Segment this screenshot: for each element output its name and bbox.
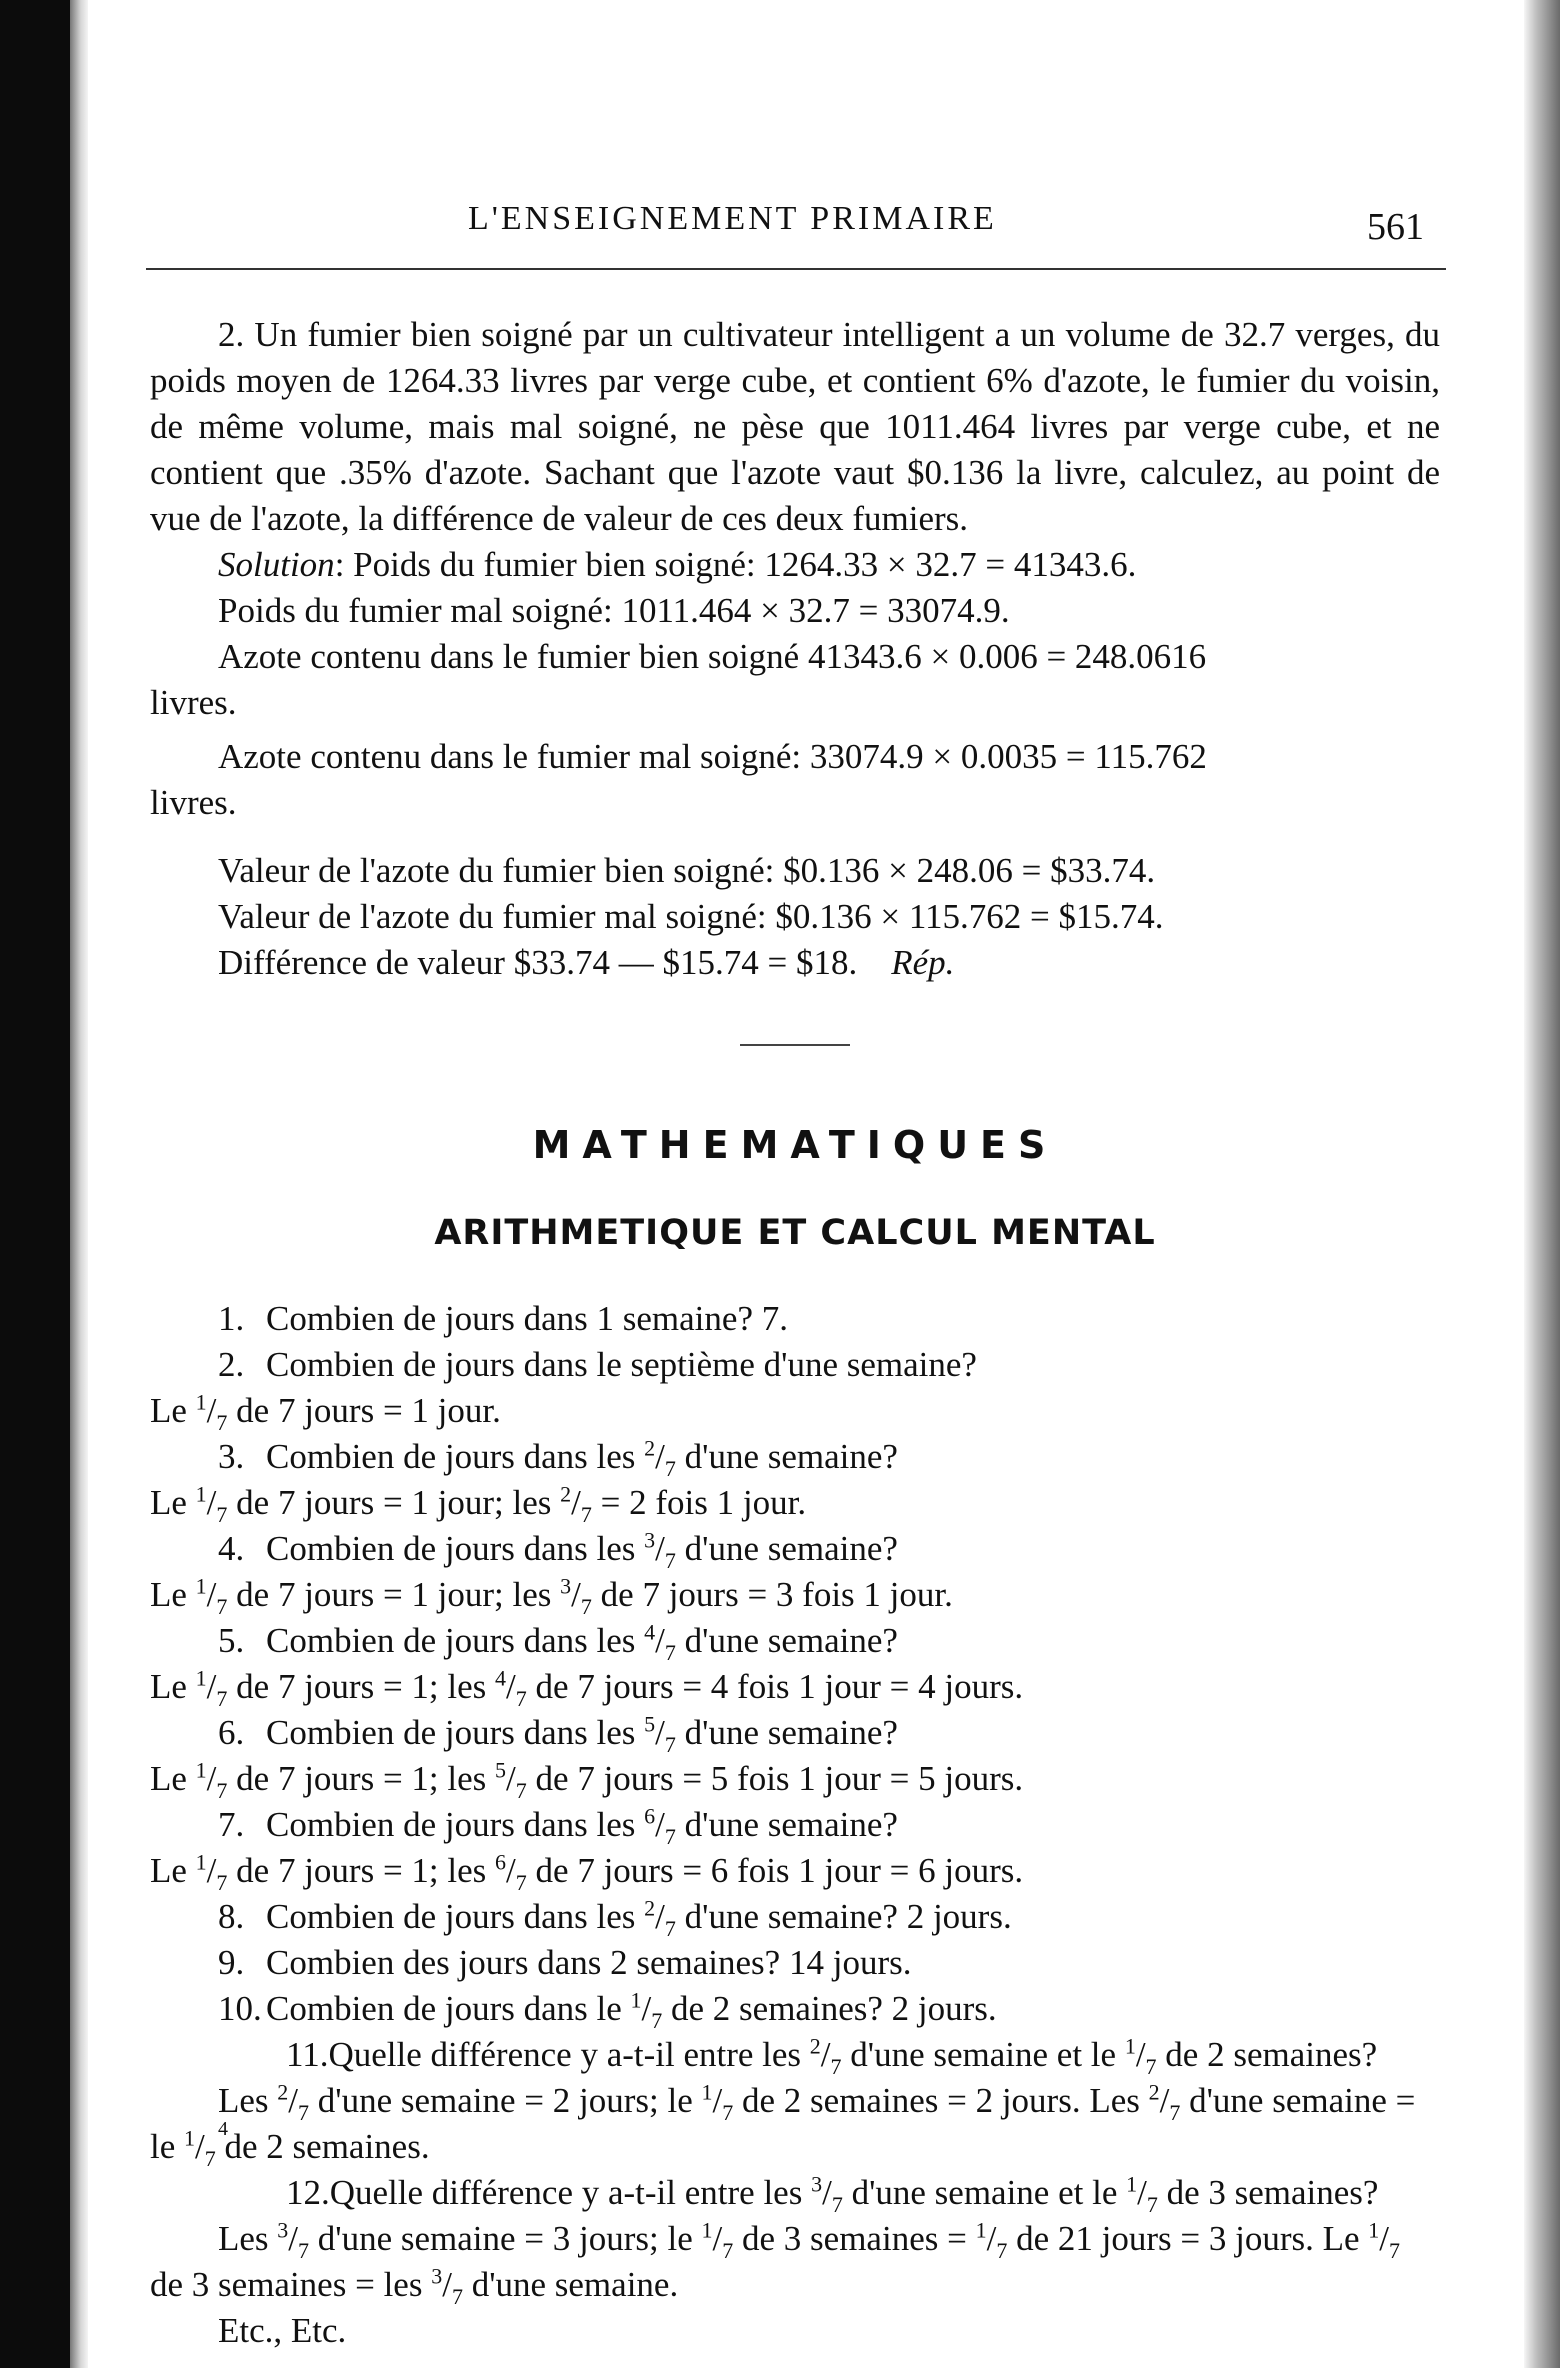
question-12: 12.Quelle différence y a-t-il entre les $^3/_7$ d'une semaine et le $^1/_7$ de 3 semaines? <box>286 2171 1379 2217</box>
question-9: 9. Combien des jours dans 2 semaines? 14 jours. <box>218 1943 912 1982</box>
question-6: 6. Combien de jours dans les $^5/_7$ d'une semaine? <box>218 1711 898 1757</box>
answer-3: Le $^1/_7$ de 7 jours = 1 jour; les $^2/_7 = 2$ fois 1 jour. <box>150 1481 807 1527</box>
solution-line-1: Solution: Poids du fumier bien soigné: 1264.33 × 32.7 = 41343.6. <box>218 545 1137 584</box>
question-8: 8. Combien de jours dans les $^2/_7$ d'une semaine? 2 jours. <box>218 1895 1012 1941</box>
question-5: 5. Combien de jours dans les $^4/_7$ d'une semaine? <box>218 1619 898 1665</box>
book-spine-shadow <box>0 0 70 2368</box>
etc-line: Etc., Etc. <box>218 2311 347 2350</box>
solution-line-4-unit: livres. <box>150 783 237 822</box>
answer-4: Le $^1/_7$ de 7 jours = 1 jour; les $^3/_7$ de 7 jours = 3 fois 1 jour. <box>150 1573 953 1619</box>
answer-7: Le $^1/_7$ de 7 jours = 1; les $^6/_7$ de 7 jours = 6 fois 1 jour = 6 jours. <box>150 1849 1024 1895</box>
problem-number: 2. <box>218 315 245 354</box>
page-content <box>150 312 1440 2354</box>
solution-line-7: Différence de valeur $33.74 — $15.74 = $18. Rép. <box>218 943 955 982</box>
answer-1: 7. <box>761 1299 788 1338</box>
solution-line-6: Valeur de l'azote du fumier mal soigné: $0.136 × 115.762 = $15.74. <box>218 897 1164 936</box>
section-subtitle: ARITHMETIQUE ET CALCUL MENTAL <box>434 1213 1156 1253</box>
solution-line-3-unit: livres. <box>150 683 237 722</box>
question-3: 3. Combien de jours dans les $^2/_7$ d'une semaine? <box>218 1435 898 1481</box>
signature-mark: 4 <box>218 2118 228 2140</box>
question-10: 10. Combien de jours dans le $^1/_7$ de 2 semaines? 2 jours. <box>218 1987 997 2033</box>
answer-12: Les $^3/_7$ d'une semaine = 3 jours; le $^1/_7$ de 3 semaines = $^1/_7$ de 21 jours = 3 jours. Le $^1/_7$ de 3 semaines = les $^3/_7$ d'une semaine. <box>150 2217 1400 2309</box>
question-4: 4. Combien de jours dans les $^3/_7$ d'une semaine? <box>218 1527 898 1573</box>
question-2: 2. Combien de jours dans le septième d'une semaine? <box>218 1345 977 1384</box>
answer-2: Le $^1/_7$ de 7 jours = 1 jour. <box>150 1389 501 1435</box>
answer-6: Le $^1/_7$ de 7 jours = 1; les $^5/_7$ de 7 jours = 5 fois 1 jour = 5 jours. <box>150 1757 1024 1803</box>
answer-mark: Rép. <box>891 943 955 982</box>
problem-statement <box>150 312 1440 542</box>
section-title: MATHEMATIQUES <box>532 1123 1058 1167</box>
answer-11: Les $^2/_7$ d'une semaine = 2 jours; le $^1/_7$ de 2 semaines = 2 jours. Les $^2/_7$ d'une semaine = le $^1/_7$ de 2 semaines. <box>150 2079 1416 2171</box>
solution-line-4: Azote contenu dans le fumier mal soigné: 33074.9 × 0.0035 = 115.762 <box>218 737 1207 776</box>
question-11: 11.Quelle différence y a-t-il entre les $^2/_7$ d'une semaine et le $^1/_7$ de 2 semaines? <box>286 2033 1378 2079</box>
solution-line-3: Azote contenu dans le fumier bien soigné 41343.6 × 0.006 = 248.0616 <box>218 637 1207 676</box>
book-page <box>88 0 1524 2368</box>
problem-text: Un fumier bien soigné par un cultivateur intelligent a un volume de 32.7 verges, du poids moyen de 1264.33 livres par verge cube, et contient 6% d'azote, le fumier du voisin, de même volume, mais mal soigné, ne pèse que 1011.464 livres par verge cube, et ne contient que .35% d'azote. Sachant que l'azote vaut $0.136 la livre, calculez, au point de vue de l'azote, la différence de valeur de ces deux fumiers. <box>150 315 1441 538</box>
page-number: 561 <box>1367 206 1424 248</box>
section-divider <box>740 1044 850 1046</box>
header-rule <box>146 268 1446 270</box>
solution-label: Solution <box>218 545 335 584</box>
solution-line-5: Valeur de l'azote du fumier bien soigné: $0.136 × 248.06 = $33.74. <box>218 851 1156 890</box>
answer-5: Le $^1/_7$ de 7 jours = 1; les $^4/_7$ de 7 jours = 4 fois 1 jour = 4 jours. <box>150 1665 1024 1711</box>
question-7: 7. Combien de jours dans les $^6/_7$ d'une semaine? <box>218 1803 898 1849</box>
solution-line-2: Poids du fumier mal soigné: 1011.464 × 32.7 = 33074.9. <box>218 591 1010 630</box>
question-1: 1. Combien de jours dans 1 semaine? 7. <box>218 1299 788 1338</box>
page-edge-shadow <box>1524 0 1560 2368</box>
running-head: L'ENSEIGNEMENT PRIMAIRE <box>468 200 997 237</box>
page-gutter <box>70 0 88 2368</box>
